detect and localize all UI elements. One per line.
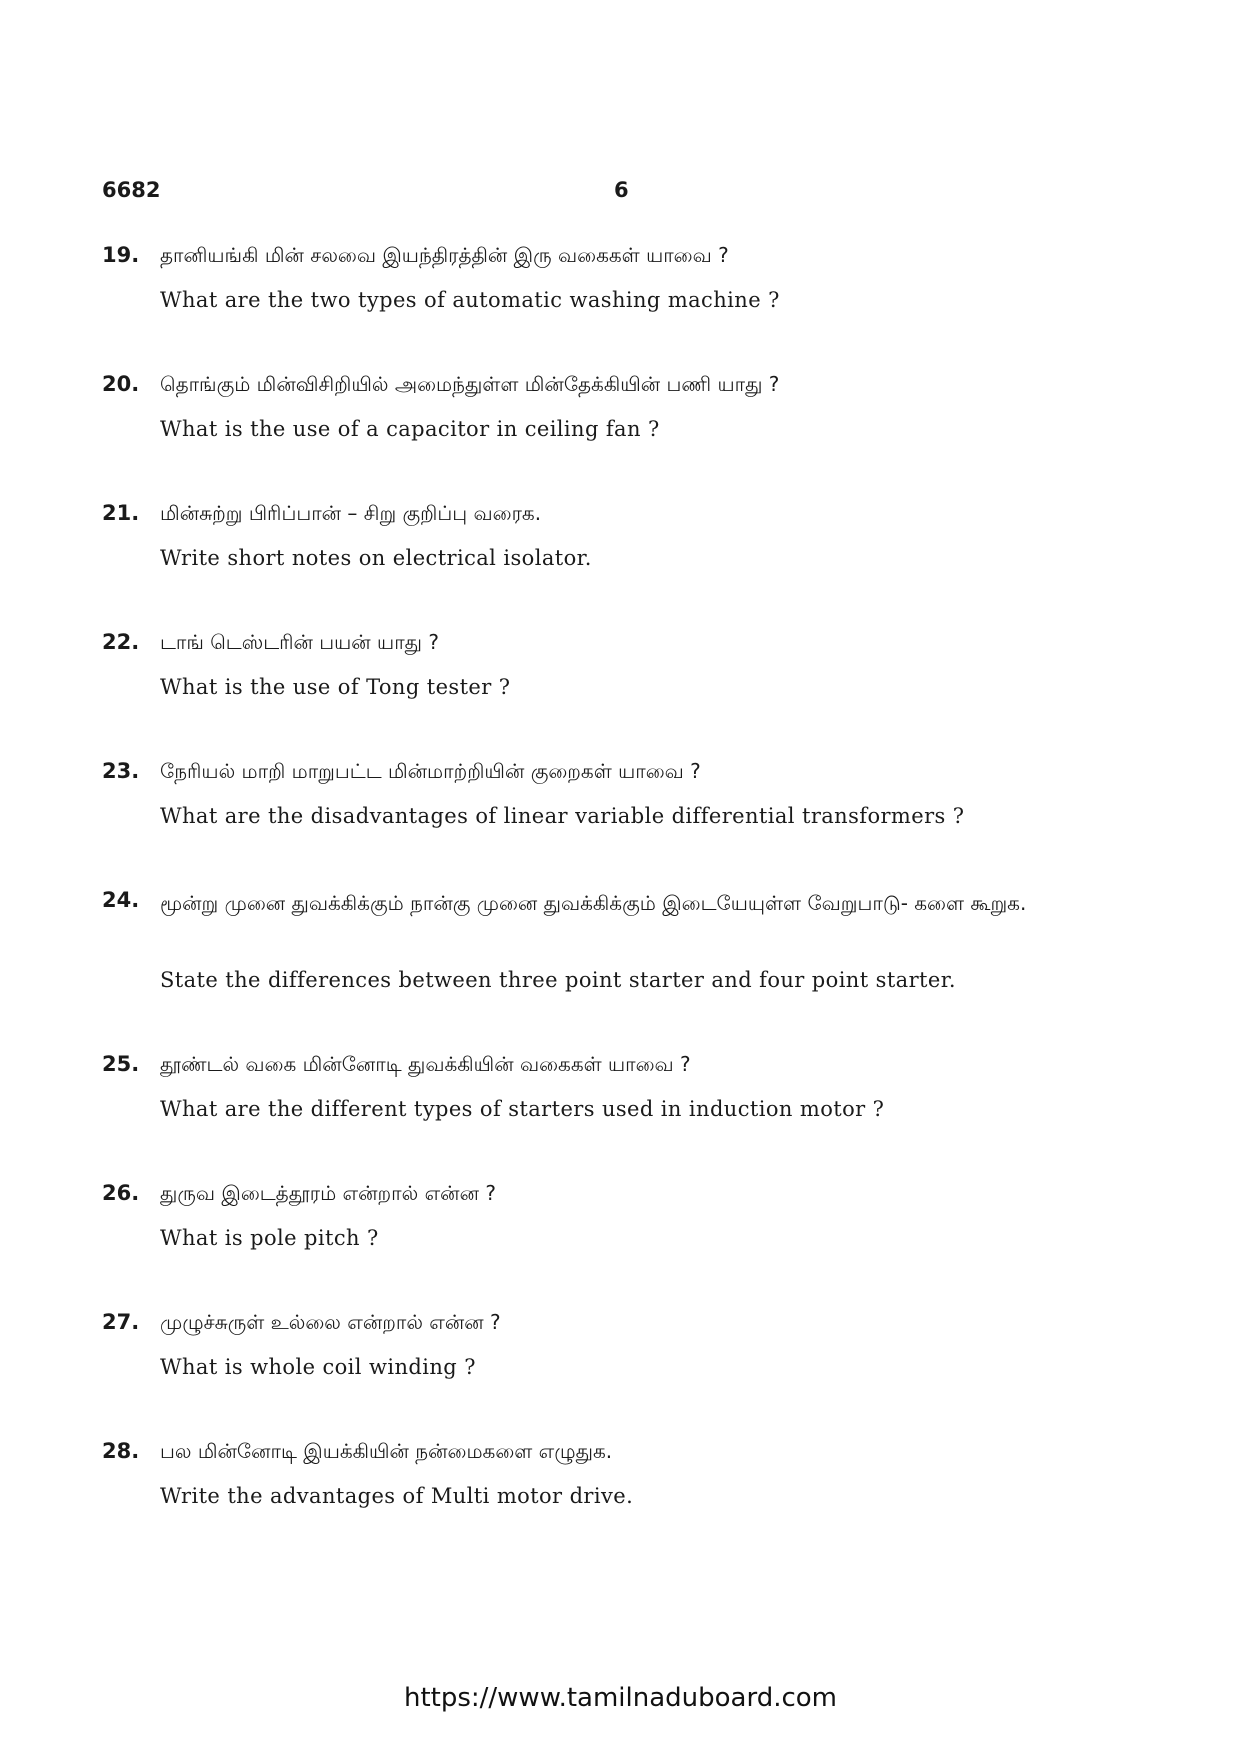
- question-text-english: Write short notes on electrical isolator.: [160, 546, 592, 570]
- question-text-tamil: தூண்டல் வகை மின்னோடி துவக்கியின் வகைகள் யாவை ?: [160, 1052, 691, 1076]
- question-text-english: What is pole pitch ?: [160, 1226, 379, 1250]
- question-number: 26.: [102, 1181, 140, 1205]
- question-number: 23.: [102, 759, 140, 783]
- question-number: 27.: [102, 1310, 140, 1334]
- question-text-tamil: மின்சுற்று பிரிப்பான் – சிறு குறிப்பு வரைக.: [160, 501, 542, 525]
- question-text-english: What are the two types of automatic washing machine ?: [160, 288, 780, 312]
- question-text-tamil: துருவ இடைத்தூரம் என்றால் என்ன ?: [160, 1181, 496, 1205]
- question-text-english: What is whole coil winding ?: [160, 1355, 476, 1379]
- question-text-english: What are the disadvantages of linear variable differential transformers ?: [160, 804, 965, 828]
- question-number: 19.: [102, 243, 140, 267]
- question-text-tamil: மூன்று முனை துவக்கிக்கும் நான்கு முனை துவக்கிக்கும் இடையேயுள்ள வேறுபாடு- களை கூறுக.: [160, 891, 1027, 915]
- question-text-english: What are the different types of starters used in induction motor ?: [160, 1097, 885, 1121]
- question-text-english: Write the advantages of Multi motor drive.: [160, 1484, 634, 1508]
- page-number: 6: [614, 178, 629, 202]
- question-number: 24.: [102, 888, 140, 912]
- question-text-english: State the differences between three point starter and four point starter.: [160, 968, 956, 992]
- question-number: 22.: [102, 630, 140, 654]
- footer-website-url[interactable]: https://www.tamilnaduboard.com: [403, 1683, 838, 1713]
- question-number: 25.: [102, 1052, 140, 1076]
- question-text-english: What is the use of Tong tester ?: [160, 675, 511, 699]
- question-text-tamil: டாங் டெஸ்டரின் பயன் யாது ?: [160, 630, 439, 654]
- question-number: 28.: [102, 1439, 140, 1463]
- question-text-tamil: தொங்கும் மின்விசிறியில் அமைந்துள்ள மின்தேக்கியின் பணி யாது ?: [160, 372, 780, 396]
- question-number: 21.: [102, 501, 140, 525]
- question-text-tamil: நேரியல் மாறி மாறுபட்ட மின்மாற்றியின் குறைகள் யாவை ?: [160, 759, 701, 783]
- question-text-tamil: பல மின்னோடி இயக்கியின் நன்மைகளை எழுதுக.: [160, 1439, 613, 1463]
- question-text-english: What is the use of a capacitor in ceiling fan ?: [160, 417, 660, 441]
- question-number: 20.: [102, 372, 140, 396]
- paper-code: 6682: [102, 178, 161, 202]
- question-text-tamil: முழுச்சுருள் உல்லை என்றால் என்ன ?: [160, 1310, 501, 1334]
- question-text-tamil: தானியங்கி மின் சலவை இயந்திரத்தின் இரு வகைகள் யாவை ?: [160, 243, 729, 267]
